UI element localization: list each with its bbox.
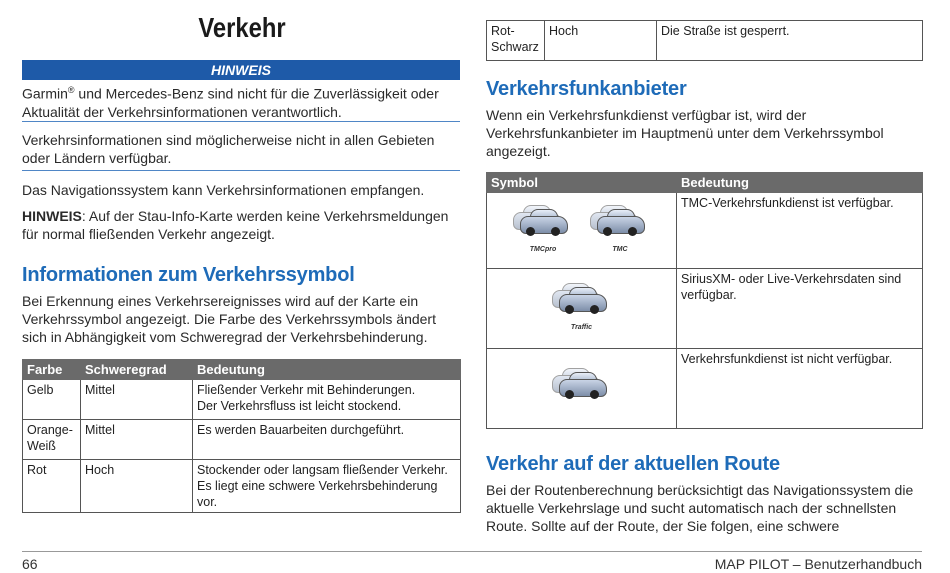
- cell-meaning: Die Straße ist gesperrt.: [657, 21, 923, 61]
- footer-divider: [22, 551, 922, 552]
- traffic-car-icon: [515, 206, 571, 253]
- tmc-logo: TMC: [612, 246, 628, 253]
- column-header: Farbe: [23, 360, 81, 380]
- meaning-line: Stockender oder langsam fließender Verkehr.: [197, 463, 448, 477]
- symbol-cell: [487, 269, 677, 349]
- table-header-row: [487, 173, 923, 193]
- cell-severity: Mittel: [81, 380, 193, 420]
- traffic-car-icon: [592, 206, 648, 253]
- meaning-line: Es liegt eine schwere Verkehrsbehinderung vor.: [197, 479, 438, 509]
- note-text: : Auf der Stau-Info-Karte werden keine Verkehrsmeldungen für normal fließenden Verkehr angezeigt.: [22, 208, 449, 242]
- section-heading-provider: Verkehrsfunkanbieter: [486, 78, 687, 100]
- cell-meaning: [193, 380, 461, 420]
- provider-paragraph: Wenn ein Verkehrsfunkdienst verfügbar ist, wird der Verkehrsfunkanbieter im Hauptmenü unter dem Verkehrssymbol angezeigt.: [486, 107, 884, 159]
- cell-color: Orange-Weiß: [23, 420, 81, 460]
- table-row: [487, 349, 923, 429]
- divider: [22, 170, 460, 171]
- cell-color: Rot-Schwarz: [487, 21, 545, 61]
- severity-table-continued: [486, 20, 923, 61]
- divider: [22, 121, 460, 122]
- provider-symbol-table: [486, 172, 923, 429]
- page-number: 66: [22, 556, 38, 572]
- cell-meaning: [193, 460, 461, 513]
- cell-meaning: TMC-Verkehrsfunkdienst ist verfügbar.: [677, 193, 923, 269]
- section-heading-traffic-symbol: Informationen zum Verkehrssymbol: [22, 264, 355, 286]
- traffic-car-icon: [554, 369, 610, 409]
- page-title: Verkehr: [198, 12, 286, 43]
- column-header: Bedeutung: [193, 360, 461, 380]
- severity-table: [22, 359, 461, 513]
- table-row: [487, 269, 923, 349]
- table-row: [23, 460, 461, 513]
- traffic-car-icon: [554, 284, 610, 331]
- table-header-row: [23, 360, 461, 380]
- tmc-pro-logo: TMCpro: [529, 246, 557, 253]
- table-row: [23, 420, 461, 460]
- section-paragraph: Bei Erkennung eines Verkehrsereignisses wird auf der Karte ein Verkehrssymbol angezeigt. Die Farbe des Verkehrssymbols ändert sich in Abhängigkeit vom Schweregrad der Verkehrsbehinderung.: [22, 293, 436, 345]
- table-row: [487, 193, 923, 269]
- cell-severity: Hoch: [545, 21, 657, 61]
- intro-paragraph: Das Navigationssystem kann Verkehrsinformationen empfangen.: [22, 182, 425, 198]
- column-header: Schweregrad: [81, 360, 193, 380]
- meaning-line: Der Verkehrsfluss ist leicht stockend.: [197, 399, 402, 413]
- meaning-line: Es werden Bauarbeiten durchgeführt.: [197, 423, 405, 437]
- cell-color: Gelb: [23, 380, 81, 420]
- note-paragraph: [22, 207, 462, 243]
- brand-name: Garmin: [22, 85, 68, 102]
- cell-meaning: SiriusXM- oder Live-Verkehrsdaten sind verfügbar.: [677, 269, 923, 349]
- table-row: [23, 380, 461, 420]
- notice-text-1: und Mercedes-Benz sind nicht für die Zuverlässigkeit oder Aktualität der Verkehrsinformationen verantwortlich.: [22, 85, 439, 120]
- section-heading-route: Verkehr auf der aktuellen Route: [486, 453, 780, 475]
- cell-color: Rot: [23, 460, 81, 513]
- meaning-line: Fließender Verkehr mit Behinderungen.: [197, 383, 416, 397]
- notice-banner: HINWEIS: [22, 60, 460, 80]
- cell-severity: Hoch: [81, 460, 193, 513]
- notice-paragraph-2: Verkehrsinformationen sind möglicherweise nicht in allen Gebieten oder Ländern verfügbar.: [22, 132, 435, 166]
- manual-title: MAP PILOT – Benutzerhandbuch: [714, 556, 922, 572]
- note-label: HINWEIS: [22, 208, 82, 224]
- symbol-cell: [487, 349, 677, 429]
- cell-meaning: [193, 420, 461, 460]
- registered-mark: ®: [67, 85, 75, 95]
- traffic-logo: Traffic: [570, 324, 593, 331]
- table-row: [487, 21, 923, 61]
- route-paragraph: Bei der Routenberechnung berücksichtigt das Navigationssystem die aktuelle Verkehrslage und sucht automatisch nach der schnellsten Route. Sollte auf der Route, der Sie folgen, eine schwere: [486, 482, 914, 534]
- cell-meaning: Verkehrsfunkdienst ist nicht verfügbar.: [677, 349, 923, 429]
- symbol-cell: [487, 193, 677, 269]
- cell-severity: Mittel: [81, 420, 193, 460]
- notice-paragraph-1: [22, 81, 462, 121]
- column-header: Bedeutung: [677, 173, 923, 193]
- column-header: Symbol: [487, 173, 677, 193]
